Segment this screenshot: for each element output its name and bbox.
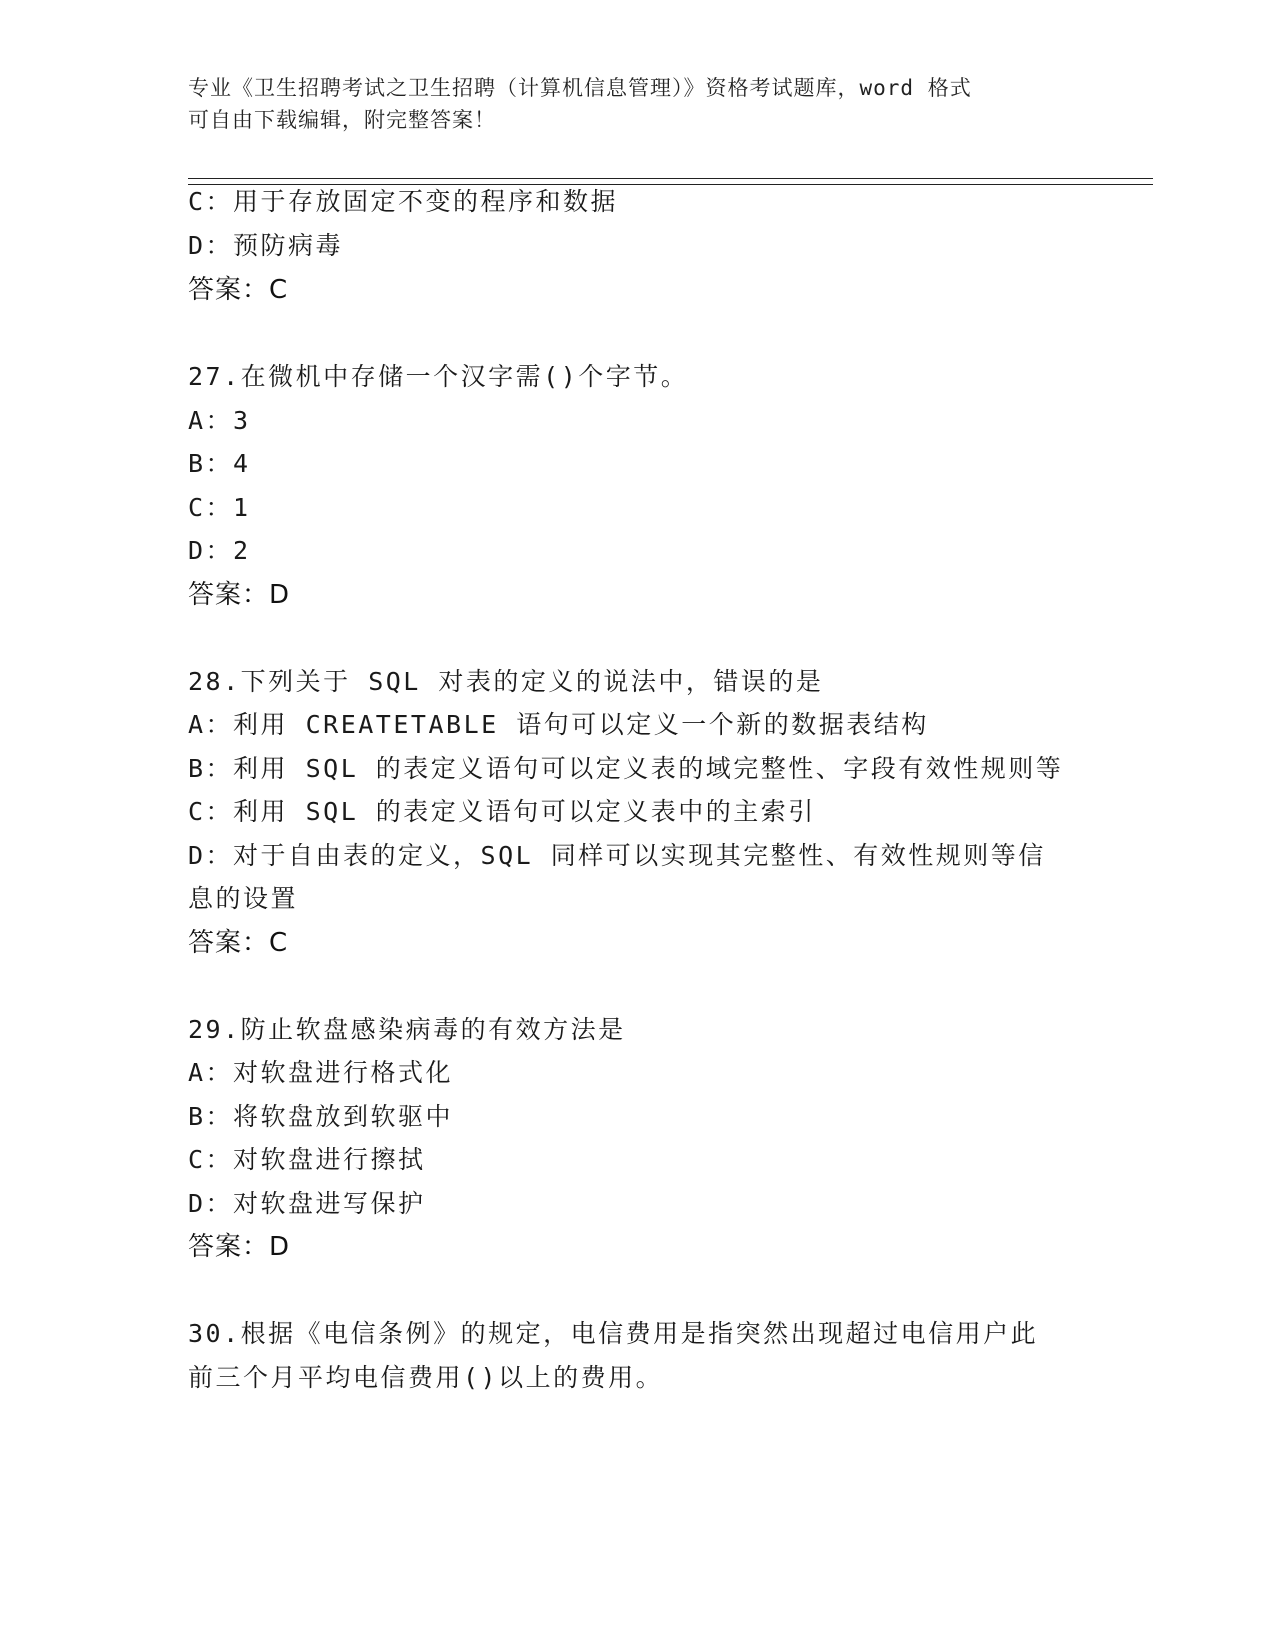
question-stem: 28.下列关于 SQL 对表的定义的说法中，错误的是 <box>188 667 824 696</box>
option-b: B：利用 SQL 的表定义语句可以定义表的域完整性、字段有效性规则等 <box>188 754 1064 783</box>
option-b: B：将软盘放到软驱中 <box>188 1102 454 1131</box>
answer-label: 答案：D <box>188 580 291 610</box>
option-b: B：4 <box>188 449 251 478</box>
option-d: D：对于自由表的定义，SQL 同样可以实现其完整性、有效性规则等信 <box>188 841 1046 870</box>
option-a: A：对软盘进行格式化 <box>188 1058 454 1087</box>
header-divider-top <box>188 178 1153 179</box>
option-d: D：对软盘进写保护 <box>188 1189 426 1218</box>
document-header <box>188 72 1068 136</box>
question-stem: 30.根据《电信条例》的规定，电信费用是指突然出现超过电信用户此 <box>188 1319 1039 1348</box>
question-stem: 27.在微机中存储一个汉字需()个字节。 <box>188 362 689 391</box>
option-c: C：对软盘进行擦拭 <box>188 1145 426 1174</box>
answer-label: 答案：C <box>188 275 289 305</box>
option-d: D：预防病毒 <box>188 231 344 260</box>
option-d-continued: 息的设置 <box>188 884 299 913</box>
header-line-1: 专业《卫生招聘考试之卫生招聘（计算机信息管理）》资格考试题库，word 格式 <box>188 76 972 100</box>
option-c: C：用于存放固定不变的程序和数据 <box>188 187 619 216</box>
question-stem-continued: 前三个月平均电信费用()以上的费用。 <box>188 1363 664 1392</box>
option-a: A：3 <box>188 406 251 435</box>
option-c: C：利用 SQL 的表定义语句可以定义表中的主索引 <box>188 797 816 826</box>
answer-label: 答案：D <box>188 1232 291 1262</box>
option-d: D：2 <box>188 536 251 565</box>
answer-label: 答案：C <box>188 928 289 958</box>
question-stem: 29.防止软盘感染病毒的有效方法是 <box>188 1015 626 1044</box>
option-c: C：1 <box>188 493 251 522</box>
header-line-2: 可自由下载编辑，附完整答案！ <box>188 108 496 132</box>
option-a: A：利用 CREATETABLE 语句可以定义一个新的数据表结构 <box>188 710 929 739</box>
